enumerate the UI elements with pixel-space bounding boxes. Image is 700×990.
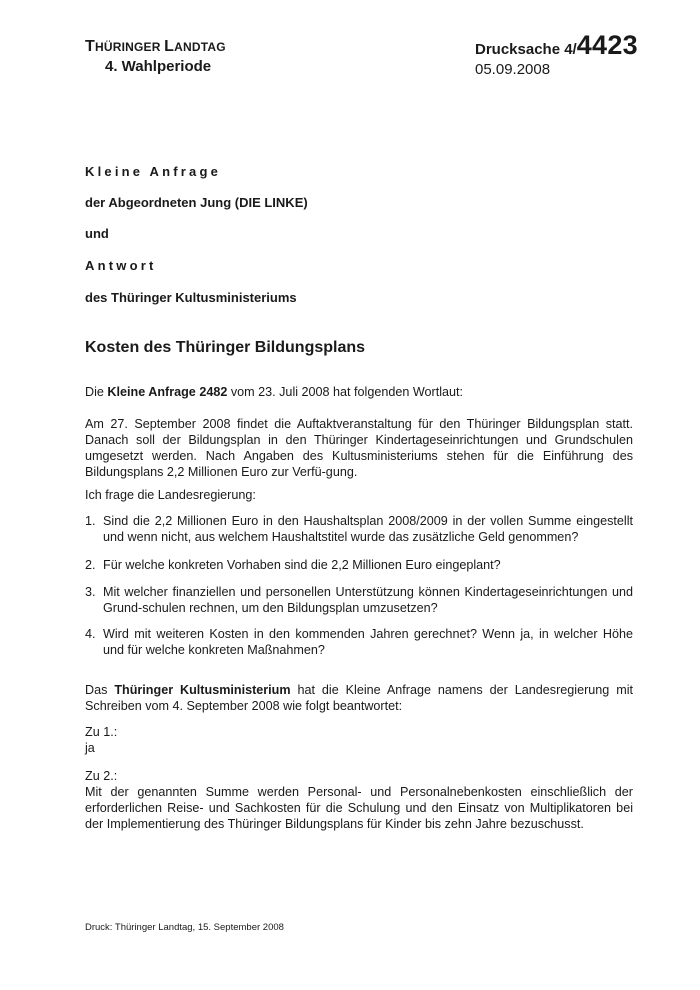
election-period: 4. Wahlperiode — [105, 58, 212, 75]
answer-label: Zu 2.: — [85, 769, 118, 783]
answer-1 — [85, 724, 633, 756]
ministry-line: des Thüringer Kultusministeriums — [85, 290, 297, 305]
question-item: 4. Wird mit weiteren Kosten in den kommenden Jahren gerechnet? Wenn ja, in welcher Höhe und für welche konkreten Maßnahmen? — [85, 627, 633, 657]
und-line: und — [85, 226, 109, 241]
member-line: der Abgeordneten Jung (DIE LINKE) — [85, 195, 308, 210]
answer-text: ja — [85, 741, 95, 755]
document-title: Kosten des Thüringer Bildungsplans — [85, 339, 366, 356]
answer-intro: Das Thüringer Kultusministerium hat die Kleine Anfrage namens der Landesregierung mit Schreiben vom 4. September 2008 wie folgt beantwortet: — [85, 683, 633, 713]
document-date: 05.09.2008 — [475, 61, 551, 78]
antwort-heading: Antwort — [85, 258, 157, 273]
print-footer: Druck: Thüringer Landtag, 15. September 2008 — [85, 922, 284, 933]
question-item: 1. Sind die 2,2 Millionen Euro in den Haushaltsplan 2008/2009 in der vollen Summe eingestellt und wenn nicht, aus welchem Haushaltstitel wurde das zusätzliche Geld genommen? — [85, 514, 633, 544]
question-item: 3. Mit welcher finanziellen und personellen Unterstützung können Kindertageseinrichtungen und Grund-schulen rechnen, um den Bildungsplan umzusetzen? — [85, 585, 633, 615]
wortlaut-line: Die Kleine Anfrage 2482 vom 23. Juli 2008 hat folgenden Wortlaut: — [85, 385, 464, 399]
kleine-anfrage-heading: Kleine Anfrage — [85, 164, 222, 179]
drucksache-block — [475, 30, 638, 78]
ich-frage-line: Ich frage die Landesregierung: — [85, 488, 256, 502]
question-intro: Am 27. September 2008 findet die Auftaktveranstaltung für den Thüringer Bildungsplan statt. Danach soll der Bildungsplan in den Thüringer Kindertageseinrichtungen und Grundschulen umgesetzt werden. Nach Angaben des Kultusministeriums stehen für die Einführung des Bildungsplans 2,2 Millionen Euro zur Verfü-gung. — [85, 417, 633, 479]
answer-text: Mit der genannten Summe werden Personal- und Personalnebenkosten einschließlich der erforderlichen Reise- und Sachkosten für die Schulung und den Einsatz von Multiplikatoren bei der Implementierung des Thüringer Bildungsplans für Kinder bis zehn Jahre bezuschusst. — [85, 785, 633, 831]
drucksache-number: 4423 — [576, 30, 638, 60]
answer-label: Zu 1.: — [85, 725, 118, 739]
answer-2 — [85, 768, 633, 832]
parliament-name: THÜRINGER LANDTAG — [85, 38, 226, 55]
question-item: 2. Für welche konkreten Vorhaben sind die 2,2 Millionen Euro eingeplant? — [85, 558, 501, 572]
drucksache-label: Drucksache 4/ — [475, 41, 577, 58]
